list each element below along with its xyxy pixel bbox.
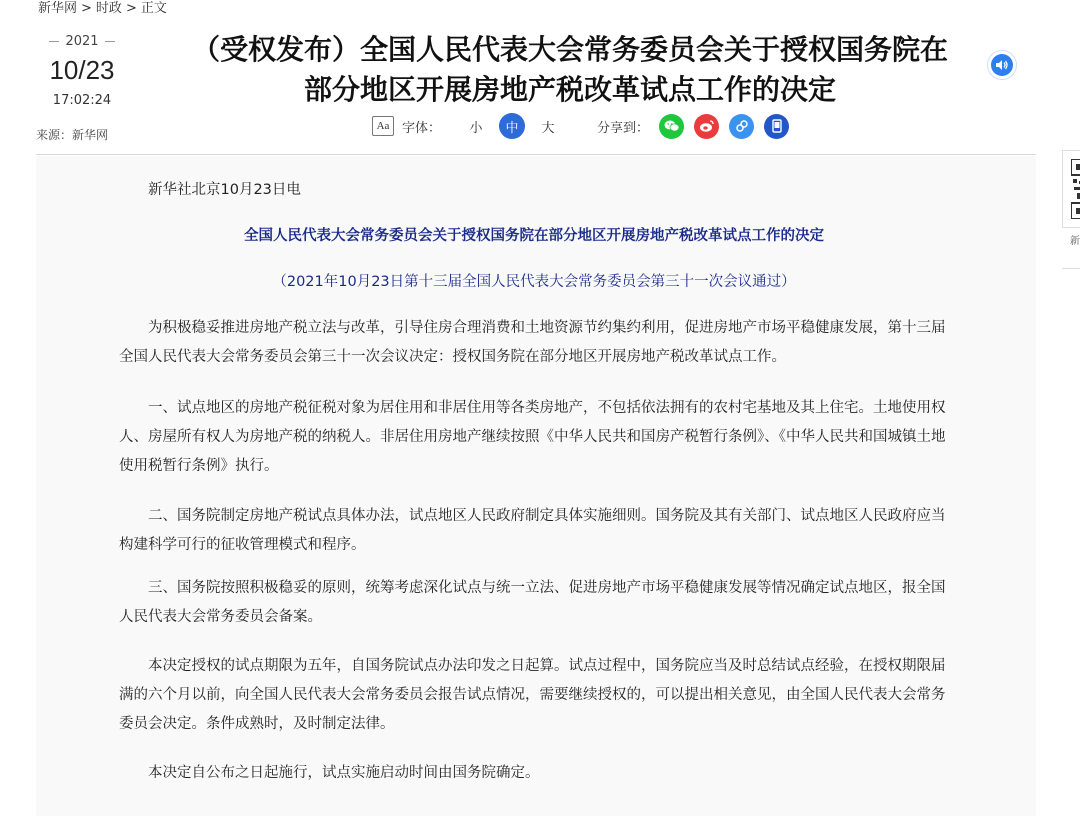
article-dateline: 新华社北京10月23日电 [148, 182, 301, 198]
weibo-icon[interactable] [694, 114, 719, 139]
article-paragraph: 为积极稳妥推进房地产税立法与改革，引导住房合理消费和土地资源节约集约利用，促进房地产市场平稳健康发展，第十三届全国人民代表大会常务委员会第三十一次会议决定：授权国务院在部分地区开展房地产税改革试点工作。 [119, 320, 946, 365]
font-size-large[interactable]: 大 [541, 120, 555, 136]
date-month-day: 10/23 [49, 55, 115, 85]
wechat-icon[interactable] [659, 114, 684, 139]
divider [1062, 268, 1080, 269]
font-size-small[interactable]: 小 [469, 120, 483, 136]
divider [36, 154, 1036, 155]
date-year: 2021 [65, 34, 99, 49]
font-icon: Aa [372, 116, 394, 136]
audio-play-button[interactable] [987, 50, 1017, 80]
font-size-medium[interactable]: 中 [499, 113, 525, 139]
mobile-icon[interactable] [764, 114, 789, 139]
article-subtitle: （2021年10月23日第十三届全国人民代表大会常务委员会第三十一次会议通过） [272, 274, 796, 290]
article-paragraph: 本决定授权的试点期限为五年，自国务院试点办法印发之日起算。试点过程中，国务院应当及时总结试点经验，在授权期限届满的六个月以前，向全国人民代表大会常务委员会报告试点情况，需要继续授权的，可以提出相关意见，由全国人民代表大会常务委员会决定。条件成熟时，及时制定法律。 [119, 658, 946, 732]
article-body [36, 156, 1036, 816]
divider [105, 41, 115, 42]
article-paragraph: 本决定自公布之日起施行，试点实施启动时间由国务院确定。 [148, 765, 540, 781]
article-paragraph: 二、国务院制定房地产税试点具体办法，试点地区人民政府制定具体实施细则。国务院及其有关部门、试点地区人民政府应当构建科学可行的征收管理模式和程序。 [119, 508, 946, 553]
publish-date [36, 34, 128, 108]
breadcrumb [38, 0, 167, 18]
share-label: 分享到： [597, 120, 650, 136]
page-title [160, 30, 980, 110]
link-icon[interactable] [729, 114, 754, 139]
breadcrumb-politics-link[interactable]: 时政 [95, 1, 122, 16]
page-title-line: 部分地区开展房地产税改革试点工作的决定 [303, 73, 836, 106]
source-value: 新华网 [72, 128, 109, 142]
breadcrumb-current: 正文 [140, 1, 167, 16]
article-title: 全国人民代表大会常务委员会关于授权国务院在部分地区开展房地产税改革试点工作的决定 [244, 228, 824, 244]
qr-code-icon [1071, 159, 1080, 219]
side-label: 新 [1070, 236, 1080, 247]
source-label: 来源： [36, 128, 73, 142]
publish-time: 17:02:24 [52, 93, 112, 108]
breadcrumb-separator: > [81, 1, 92, 16]
qr-code-panel[interactable] [1062, 150, 1080, 228]
page-title-line: （受权发布）全国人民代表大会常务委员会关于授权国务院在 [191, 33, 948, 66]
divider [49, 41, 59, 42]
article-paragraph: 一、试点地区的房地产税征税对象为居住用和非居住用等各类房地产，不包括依法拥有的农村宅基地及其上住宅。土地使用权人、房屋所有权人为房地产税的纳税人。非居住用房地产继续按照《中华人民共和国房产税暂行条例》、《中华人民共和国城镇土地使用税暂行条例》执行。 [119, 400, 946, 474]
breadcrumb-separator: > [125, 1, 137, 16]
source [36, 126, 108, 143]
breadcrumb-home-link[interactable]: 新华网 [38, 1, 78, 16]
speaker-icon [991, 54, 1013, 76]
article-toolbar [372, 114, 799, 138]
article-paragraph: 三、国务院按照积极稳妥的原则，统筹考虑深化试点与统一立法、促进房地产市场平稳健康发展等情况确定试点地区，报全国人民代表大会常务委员会备案。 [119, 580, 946, 625]
font-size-label: 字体： [402, 120, 442, 136]
